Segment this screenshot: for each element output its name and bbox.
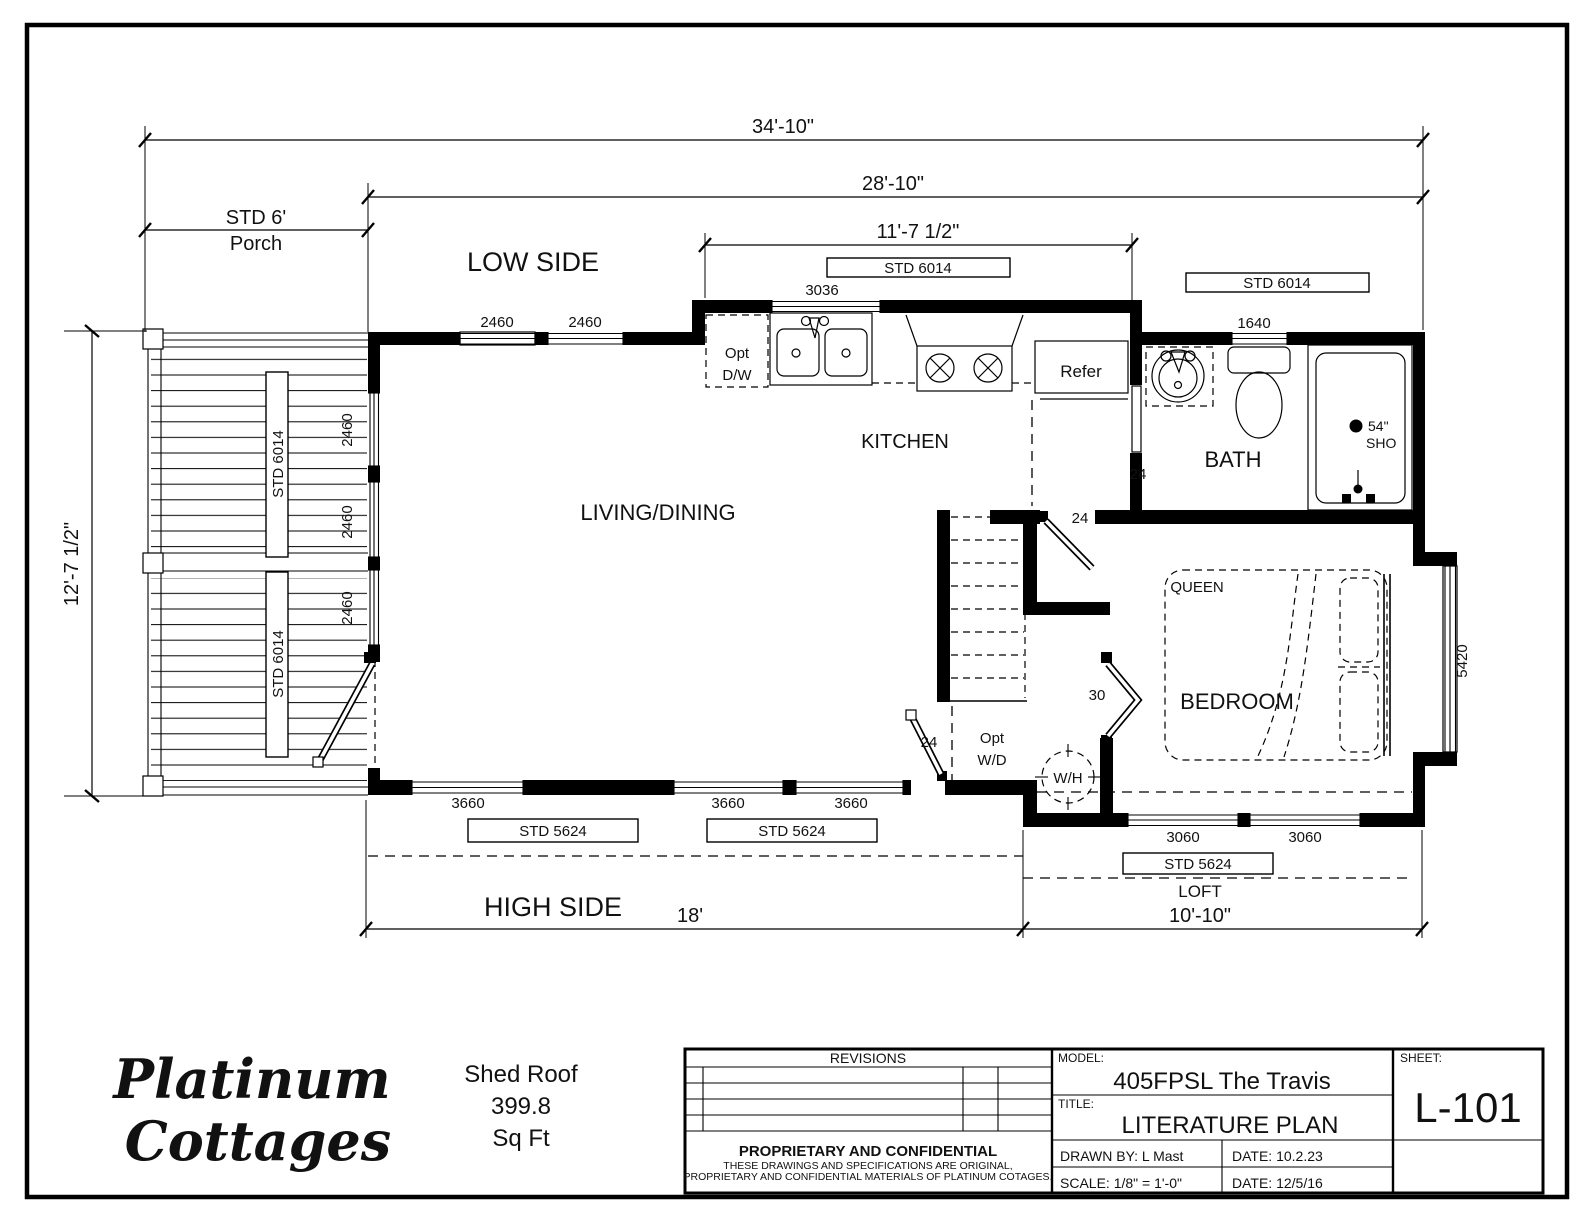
refrigerator-label: Refer <box>1060 362 1102 381</box>
washer-dryer-label: Opt <box>979 730 1005 747</box>
window-2460 <box>548 332 623 345</box>
room-label-bath: BATH <box>1204 447 1262 472</box>
windows <box>368 300 1457 827</box>
shower <box>1308 345 1412 510</box>
title-block <box>684 1049 1543 1193</box>
room-label-bedroom: BEDROOM <box>1180 689 1294 714</box>
stove <box>906 315 1023 391</box>
dim-high-side: 18' <box>676 905 704 927</box>
room-label-kitchen: KITCHEN <box>861 431 949 453</box>
water-heater <box>1035 744 1101 810</box>
window-label: 3660 <box>834 795 868 812</box>
sheet-number: L-101 <box>1414 1084 1522 1131</box>
door-size-label: 30 <box>1088 687 1106 704</box>
window-label: 2460 <box>339 505 356 539</box>
closet-bifold-door <box>1089 664 1138 736</box>
roof-type: Shed Roof <box>464 1061 578 1088</box>
dishwasher-label: Opt <box>724 345 750 362</box>
shower-size-label: 54" <box>1368 418 1389 434</box>
window-label: 1640 <box>1237 315 1271 332</box>
logo-line1: Platinum <box>113 1047 391 1111</box>
queen-bed <box>1165 570 1390 760</box>
window-label: 3660 <box>711 795 745 812</box>
date-1: DATE: 10.2.23 <box>1232 1148 1323 1164</box>
porch-post <box>143 329 163 349</box>
date-2: DATE: 12/5/16 <box>1232 1175 1323 1191</box>
window-tag: STD 6014 <box>884 260 952 277</box>
side-label-high: HIGH SIDE <box>483 892 623 922</box>
window-label: 3060 <box>1288 829 1322 846</box>
proprietary-line1: THESE DRAWINGS AND SPECIFICATIONS ARE ORIGINAL, <box>723 1160 1013 1172</box>
shower-abbr-label: SHO <box>1366 435 1397 451</box>
bedroom-door <box>1046 510 1092 568</box>
dishwasher-label: D/W <box>722 367 752 384</box>
title-label: TITLE: <box>1058 1097 1095 1111</box>
window-label: 5420 <box>1454 644 1471 678</box>
branding <box>111 1047 578 1173</box>
window-tag: STD 5624 <box>758 823 826 840</box>
dim-kitchen-span: 11'-7 1/2" <box>876 221 960 243</box>
room-label-living: LIVING/DINING <box>580 500 736 525</box>
window-label: 3660 <box>451 795 485 812</box>
washer-dryer-closet <box>952 706 1007 780</box>
kitchen-sink <box>770 313 872 385</box>
revisions-header: REVISIONS <box>829 1050 907 1066</box>
stairs <box>950 517 1027 701</box>
pillow <box>1340 578 1378 662</box>
window-label: 2460 <box>480 314 514 331</box>
dim-main-width: 28'-10" <box>861 173 925 195</box>
washer-dryer-door <box>906 710 941 774</box>
window-2460-west <box>368 393 380 645</box>
bath-fixtures <box>1146 345 1412 510</box>
logo-line2: Cottages <box>124 1109 392 1173</box>
porch-post <box>143 776 163 796</box>
title-value: LITERATURE PLAN <box>1121 1112 1339 1139</box>
deck-boards-lower <box>151 578 367 781</box>
porch-window-tag: STD 6014 <box>270 430 287 498</box>
dim-porch-name: Porch <box>229 233 283 255</box>
area-units: Sq Ft <box>492 1125 550 1152</box>
drawn-by: DRAWN BY: L Mast <box>1060 1148 1184 1164</box>
window-label: 3036 <box>805 282 839 299</box>
toilet <box>1228 347 1290 438</box>
window-tag: STD 5624 <box>519 823 587 840</box>
bath-sink <box>1146 347 1213 406</box>
porch-window-tag: STD 6014 <box>270 630 287 698</box>
sheet-label: SHEET: <box>1400 1051 1443 1065</box>
window-label: 2460 <box>339 591 356 625</box>
scale: SCALE: 1/8" = 1'-0" <box>1060 1175 1182 1191</box>
window-label: 2460 <box>339 413 356 447</box>
area-value: 399.8 <box>490 1093 552 1120</box>
dim-overall-width: 34'-10" <box>751 116 815 138</box>
window-3036 <box>772 300 880 313</box>
water-heater-label: W/H <box>1053 770 1083 787</box>
refrigerator <box>1035 341 1128 399</box>
porch <box>143 329 368 796</box>
kitchen-fixtures <box>706 313 1128 506</box>
dim-porch-depth: 12'-7 1/2" <box>61 521 83 607</box>
room-label-loft: LOFT <box>1178 882 1222 901</box>
dim-porch-width: STD 6' <box>225 207 287 229</box>
shower-head <box>1350 420 1363 433</box>
window-label: 2460 <box>568 314 602 331</box>
pillow <box>1340 672 1378 752</box>
bed-size-label: QUEEN <box>1170 579 1224 596</box>
washer-dryer-label: W/D <box>977 752 1007 769</box>
model-value: 405FPSL The Travis <box>1113 1068 1331 1095</box>
doors <box>313 386 1146 774</box>
window-label: 3060 <box>1166 829 1200 846</box>
window-2460 <box>460 332 535 345</box>
side-label-low: LOW SIDE <box>466 247 600 277</box>
dim-loft-width: 10'-10" <box>1168 905 1232 927</box>
door-size-label: 24 <box>1071 510 1089 527</box>
walls <box>364 300 1457 827</box>
window-tag: STD 5624 <box>1164 856 1232 873</box>
proprietary-title: PROPRIETARY AND CONFIDENTIAL <box>738 1143 998 1160</box>
door-size-label: 24 <box>920 734 938 751</box>
window-tag: STD 6014 <box>1243 275 1311 292</box>
door-size-label: 24 <box>1129 466 1147 483</box>
deck-boards-upper <box>151 346 367 548</box>
porch-post <box>143 553 163 573</box>
proprietary-line2: PROPRIETARY AND CONFIDENTIAL MATERIALS OF PLATINUM COTAGES. <box>683 1171 1053 1183</box>
bath-pocket-door <box>1130 386 1147 483</box>
window-1640 <box>1232 332 1287 345</box>
model-label: MODEL: <box>1058 1051 1105 1065</box>
